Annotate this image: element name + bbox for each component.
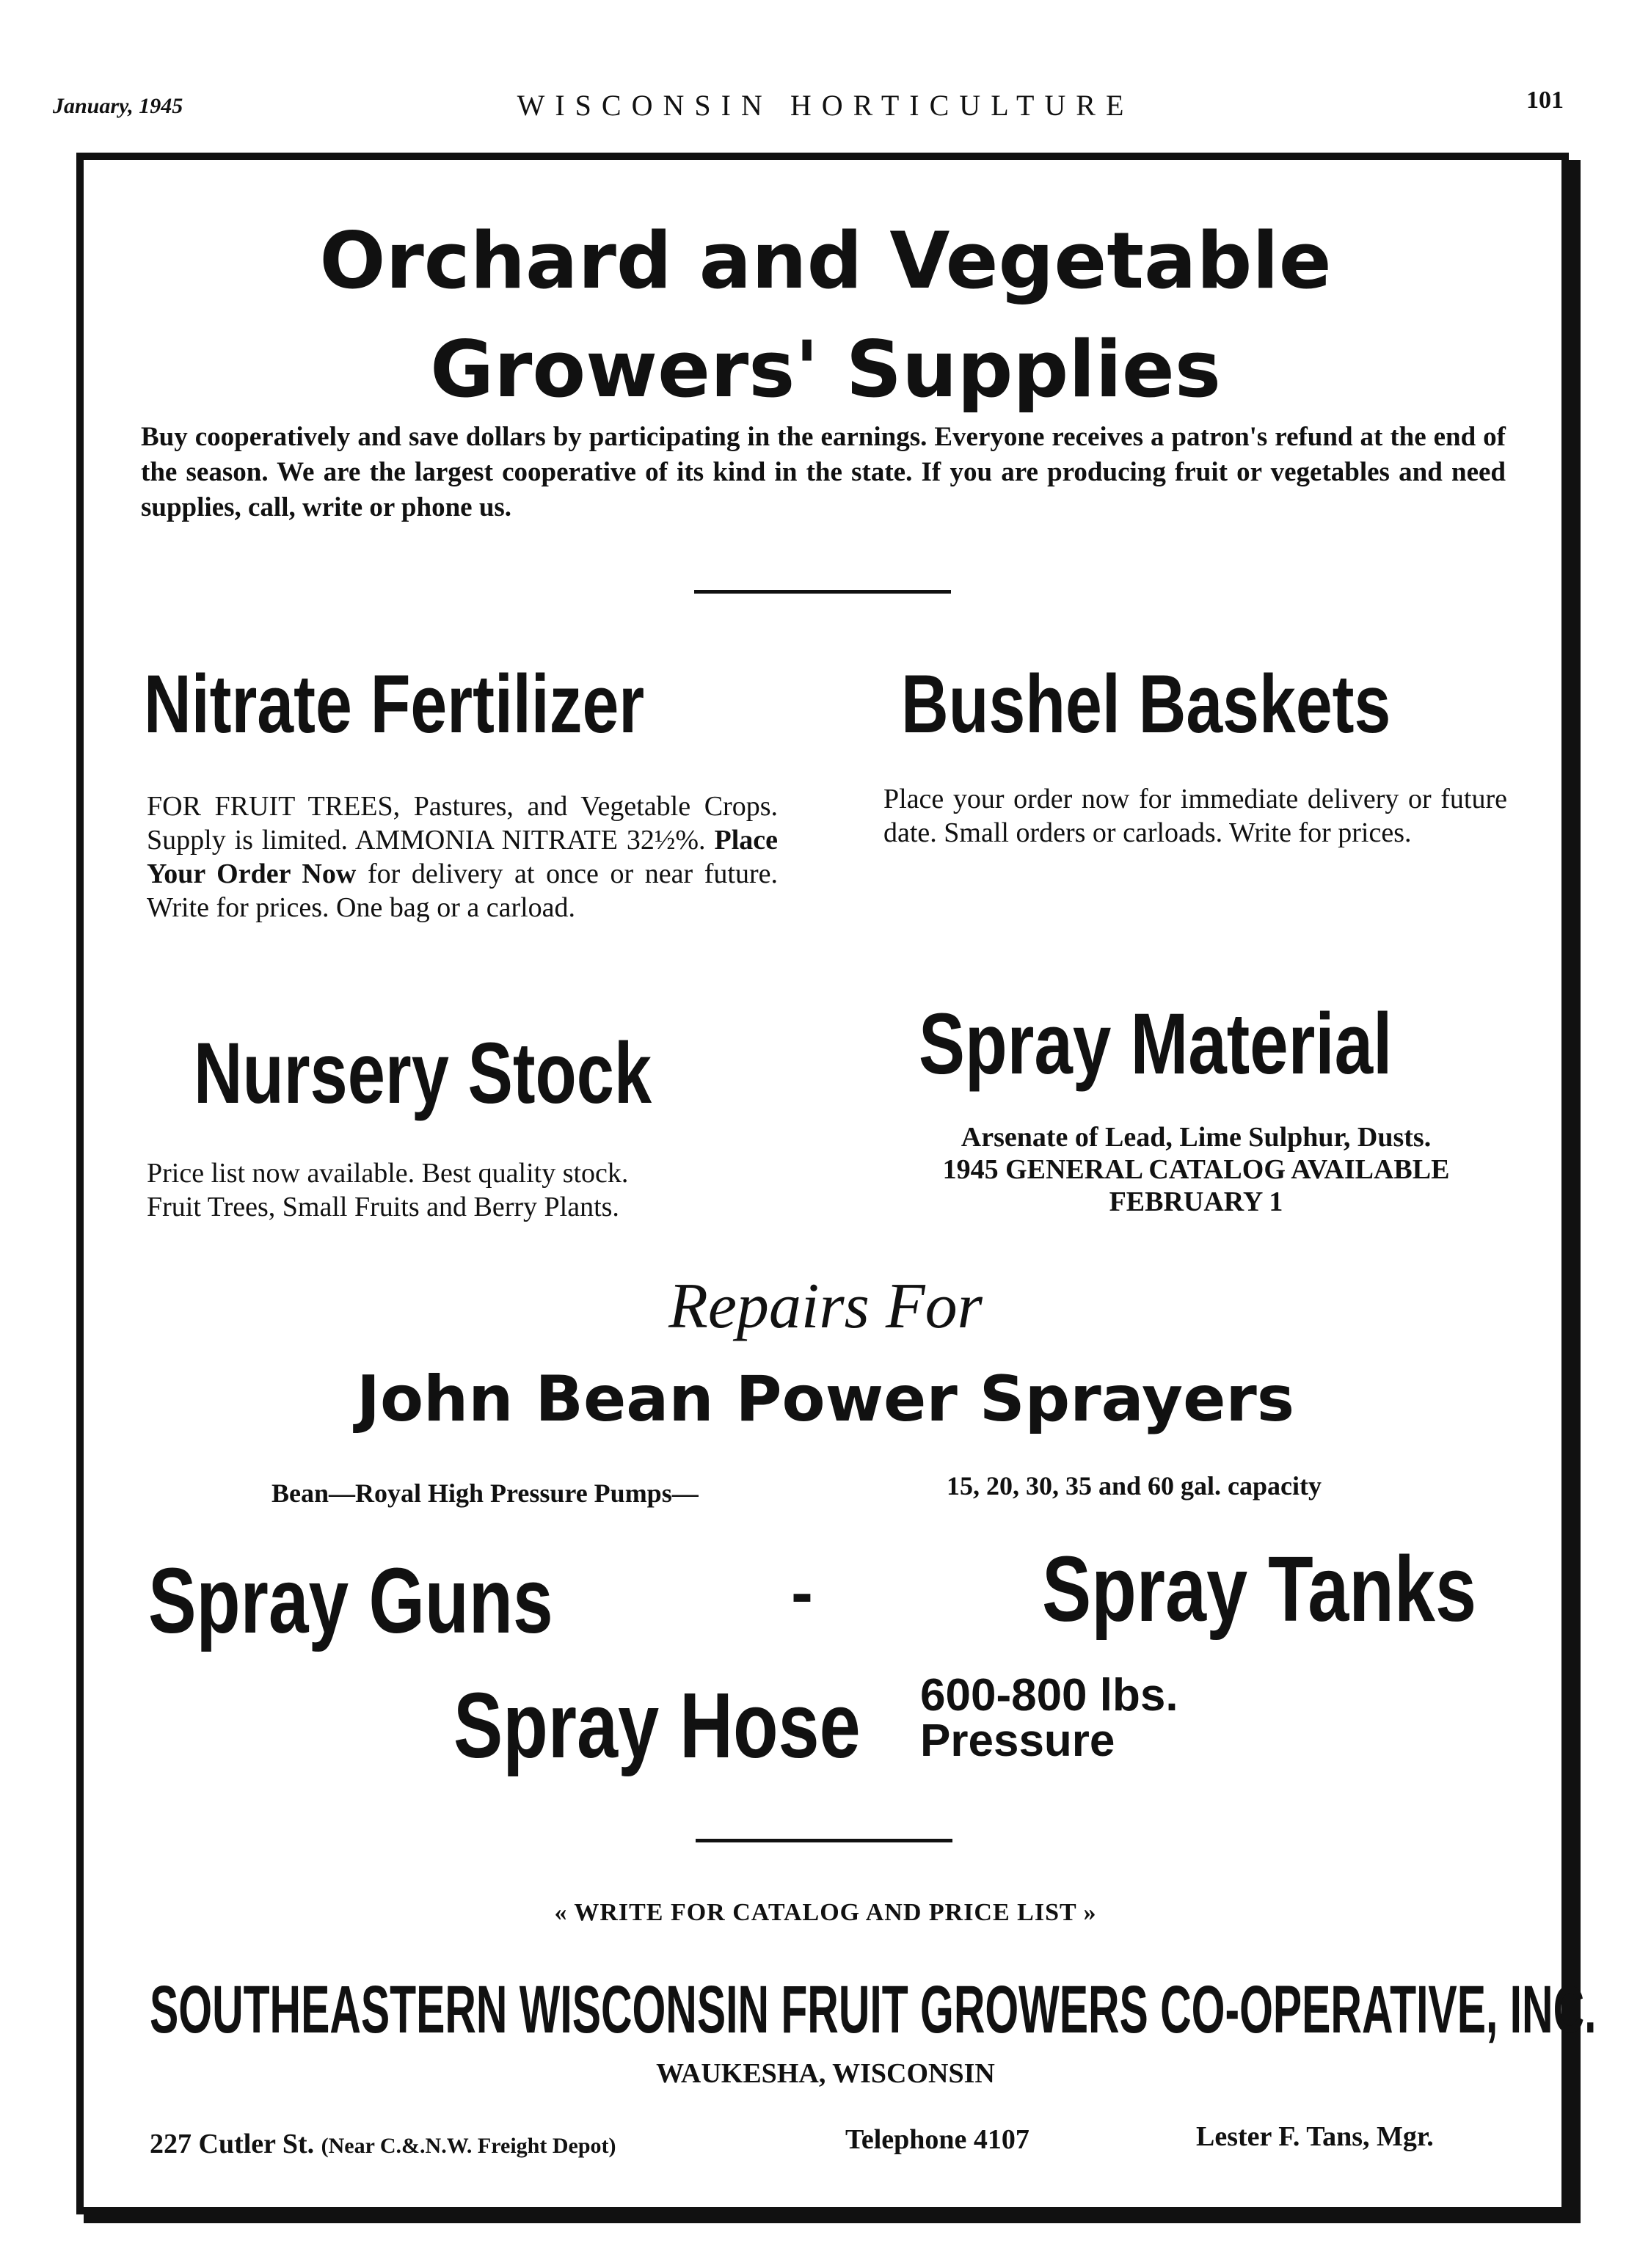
- nursery-heading: Nursery Stock: [194, 1025, 652, 1122]
- pumps-text: Bean—Royal High Pressure Pumps—: [271, 1478, 699, 1508]
- nursery-line2: Fruit Trees, Small Fruits and Berry Plants.: [147, 1192, 619, 1222]
- company-phone: Telephone 4107: [845, 2124, 1029, 2155]
- spray-hose-heading: Spray Hose: [453, 1674, 861, 1777]
- pressure-line2: Pressure: [920, 1715, 1115, 1766]
- spray-material-line2: 1945 GENERAL CATALOG AVAILABLE: [942, 1154, 1450, 1185]
- company-manager: Lester F. Tans, Mgr.: [1196, 2121, 1434, 2152]
- pressure-line1: 600-800 lbs.: [920, 1670, 1178, 1721]
- catalog-notice: « WRITE FOR CATALOG AND PRICE LIST »: [554, 1899, 1097, 1926]
- company-name: SOUTHEASTERN WISCONSIN FRUIT GROWERS CO-OPERATIVE, INC.: [150, 1972, 1597, 2047]
- divider-bottom: [696, 1839, 952, 1842]
- company-city: WAUKESHA, WISCONSIN: [656, 2058, 995, 2089]
- nitrate-heading: Nitrate Fertilizer: [144, 658, 645, 750]
- john-bean-heading: John Bean Power Sprayers: [356, 1363, 1295, 1436]
- intro-paragraph: Buy cooperatively and save dollars by participating in the earnings. Everyone receives a patron's refund at the end of the season. We are the largest cooperative of its kind in the state. If you are producing fruit or vegetables and need supplies, call, write or phone us.: [141, 422, 1506, 522]
- page-number: 101: [1526, 87, 1564, 114]
- address-street: 227 Cutler St.: [150, 2129, 315, 2159]
- advert-title: [0, 207, 1651, 424]
- issue-date: January, 1945: [53, 94, 183, 118]
- spray-guns-heading: Spray Guns: [148, 1549, 553, 1652]
- nitrate-text-bold: Place Your Order Now: [147, 825, 778, 889]
- spray-tanks-heading: Spray Tanks: [1042, 1537, 1477, 1641]
- address-note: (Near C.&.N.W. Freight Depot): [321, 2134, 616, 2158]
- advert-title-line1: Orchard and Vegetable: [319, 216, 1332, 306]
- bushel-heading: Bushel Baskets: [901, 658, 1391, 750]
- nitrate-text-a: FOR FRUIT TREES, Pastures, and Vegetable Crops. Supply is limited. AMMONIA NITRATE 32½%.: [147, 791, 778, 856]
- pressure-rating: [920, 1670, 1178, 1766]
- spray-material-line3: FEBRUARY 1: [1109, 1186, 1283, 1217]
- journal-title: WISCONSIN HORTICULTURE: [517, 89, 1134, 122]
- nursery-text: [147, 1156, 785, 1224]
- bushel-text: Place your order now for immediate delivery or future date. Small orders or carloads. Write for prices.: [883, 784, 1507, 848]
- advert-title-line2: Growers' Supplies: [430, 324, 1221, 415]
- divider-top: [694, 590, 951, 594]
- repairs-heading: Repairs For: [668, 1271, 983, 1342]
- frame-shadow-bottom: [84, 2214, 1581, 2223]
- separator-dash: -: [791, 1556, 813, 1630]
- nitrate-text: [147, 790, 778, 925]
- spray-material-text: [859, 1121, 1534, 1218]
- nursery-line1: Price list now available. Best quality stock.: [147, 1158, 629, 1189]
- spray-material-heading: Spray Material: [919, 996, 1393, 1093]
- nitrate-text-b: for delivery at once or near future. Write for prices. One bag or a carload.: [147, 858, 778, 923]
- company-address: [150, 2128, 616, 2160]
- capacity-text: 15, 20, 30, 35 and 60 gal. capacity: [947, 1471, 1322, 1501]
- spray-material-line1: Arsenate of Lead, Lime Sulphur, Dusts.: [961, 1122, 1432, 1153]
